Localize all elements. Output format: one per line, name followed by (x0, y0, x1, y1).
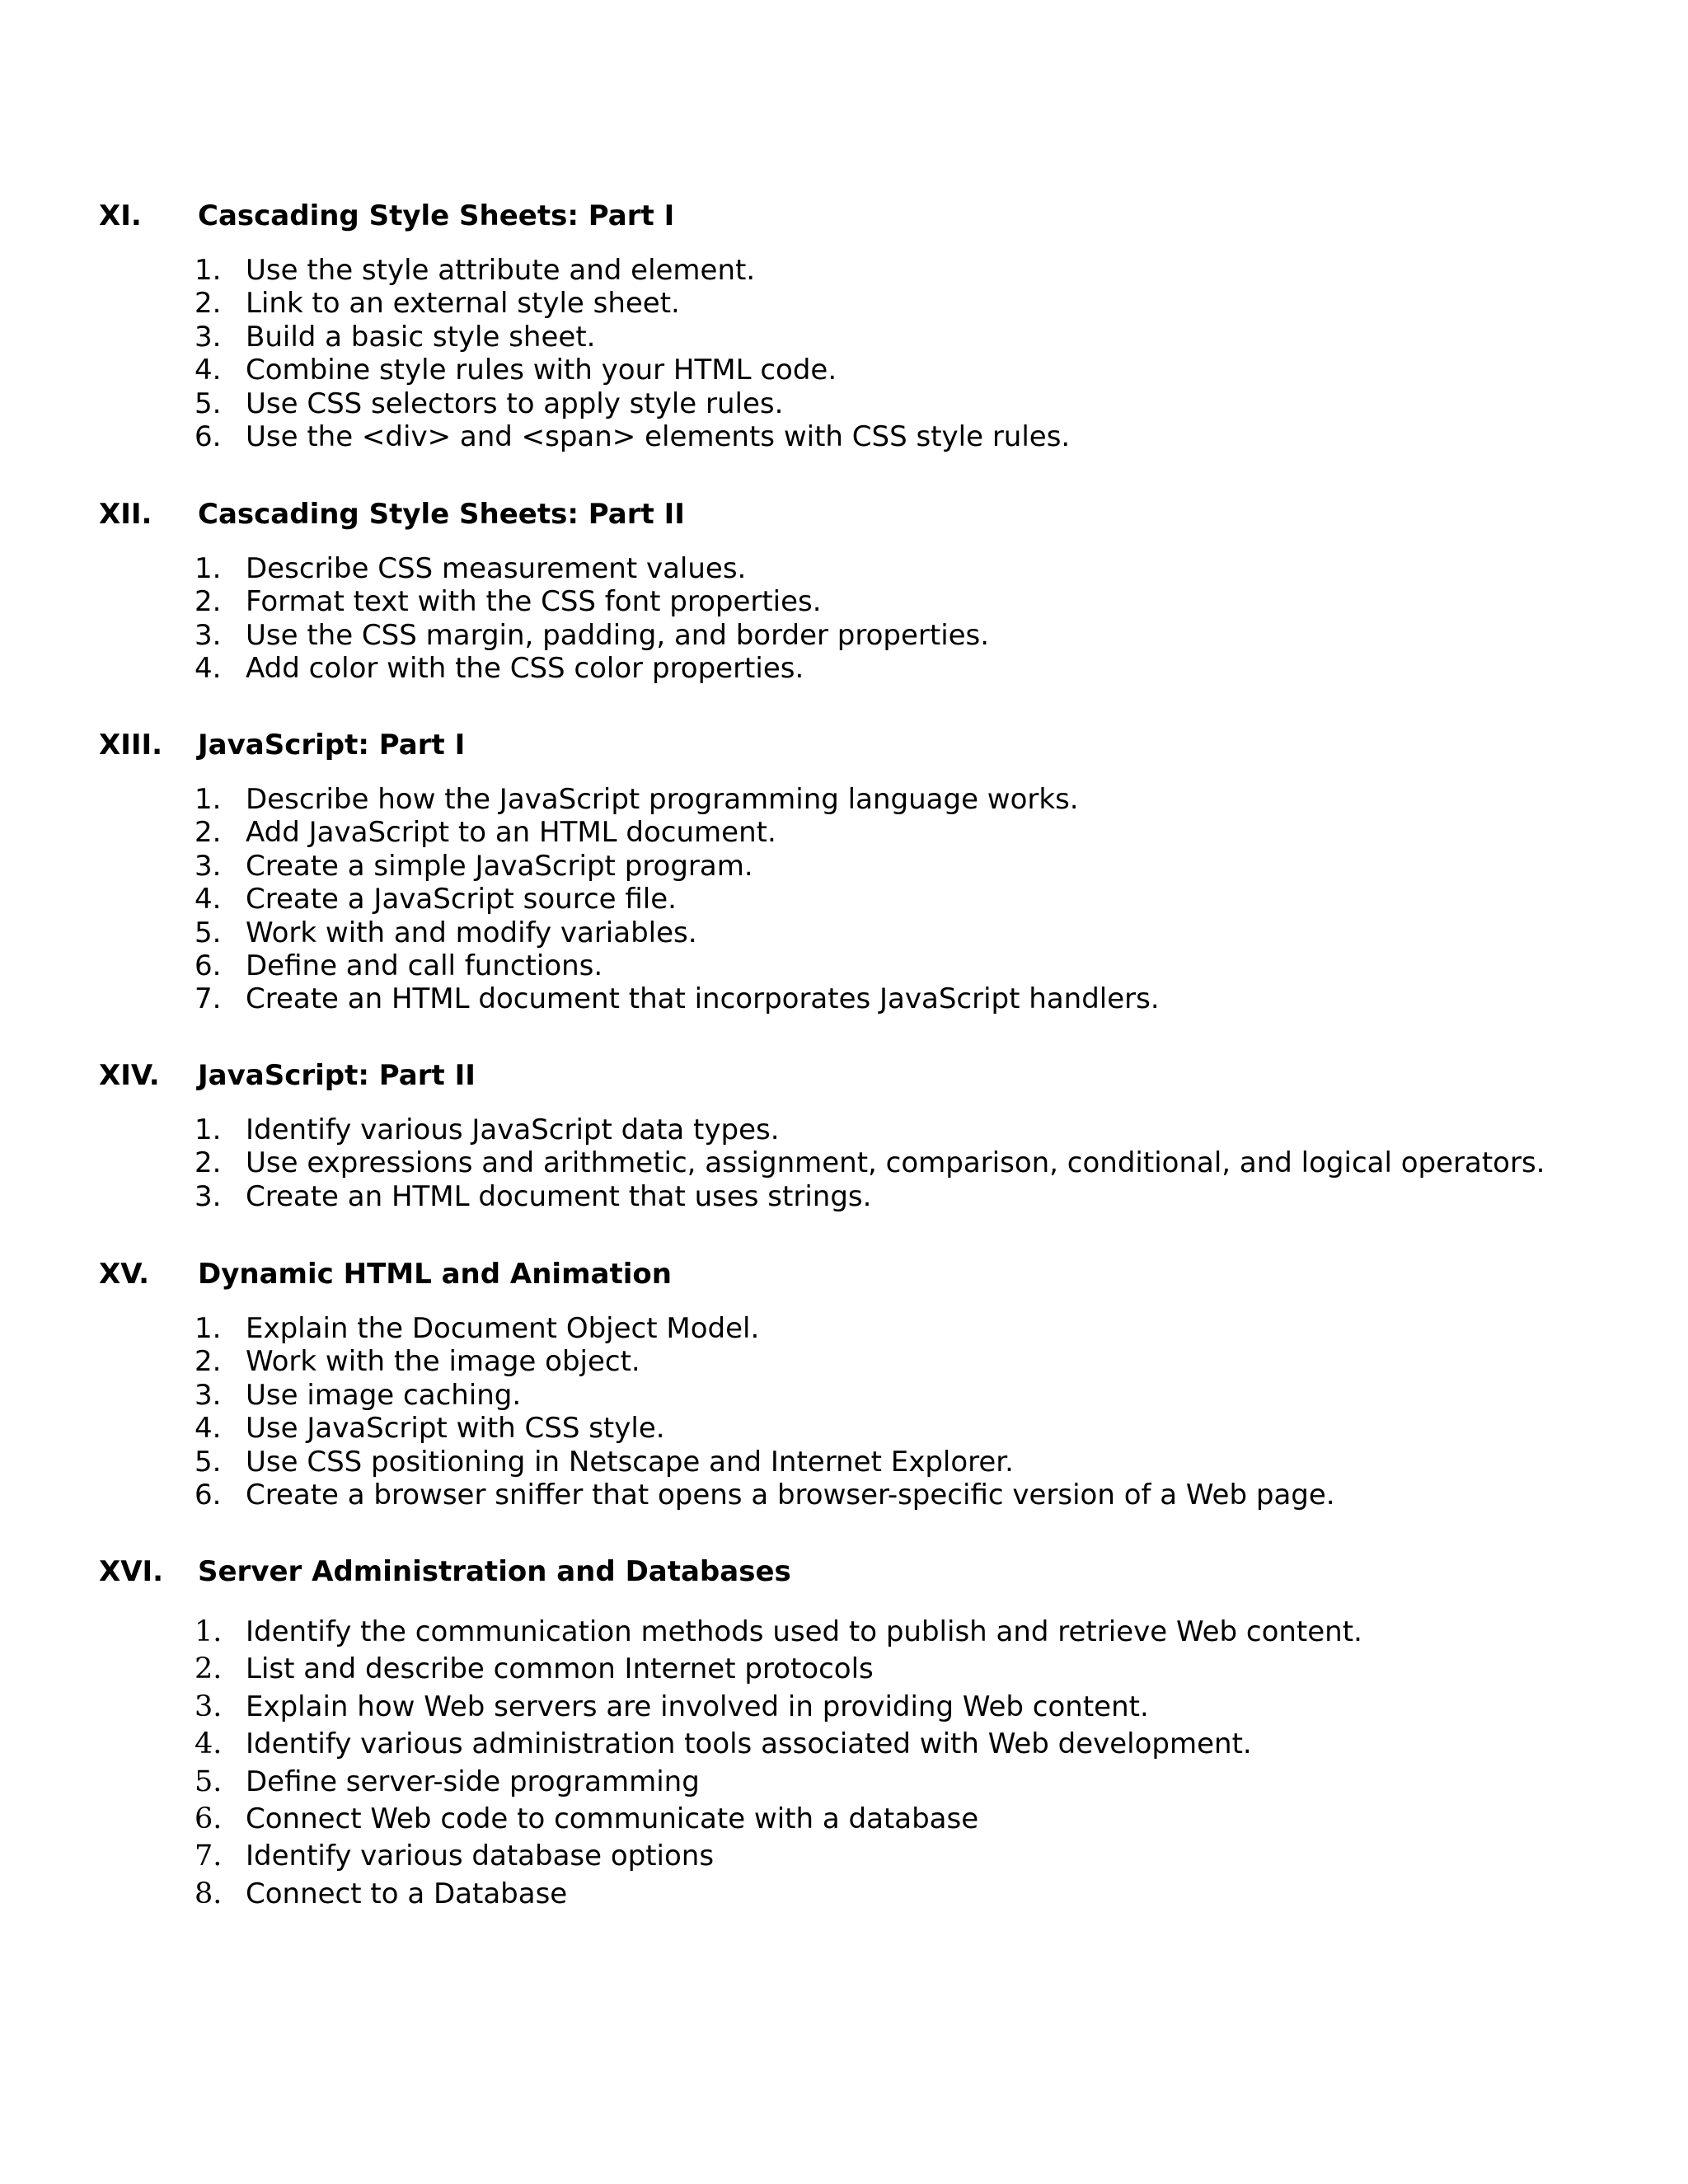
item-number: 1. (195, 1113, 222, 1146)
item-text: Create a browser sniffer that opens a browser-specific version of a Web page. (246, 1478, 1335, 1511)
item-text: Add color with the CSS color properties. (246, 652, 804, 686)
item-text: Use the <div> and <span> elements with CSS style rules. (246, 419, 1071, 453)
section-title: Server Administration and Databases (198, 1555, 791, 1588)
section-heading (0, 494, 1688, 535)
item-number: 4. (195, 652, 222, 686)
item-number: 6. (195, 949, 222, 982)
list-item (0, 783, 1688, 816)
item-number: 7. (195, 982, 222, 1016)
item-number: 4. (195, 1412, 222, 1446)
list-item (0, 883, 1688, 916)
list-item (0, 321, 1688, 354)
item-number: 5. (195, 916, 222, 949)
list-item (0, 1726, 1688, 1763)
list-item (0, 1113, 1688, 1146)
list-item (0, 254, 1688, 287)
item-text: Use CSS selectors to apply style rules. (246, 387, 784, 420)
list-item (0, 552, 1688, 585)
section-title: Cascading Style Sheets: Part I (198, 199, 675, 232)
list-item (0, 354, 1688, 387)
section-number: XVI. (99, 1555, 164, 1588)
section-heading (0, 195, 1688, 237)
item-text: Identify various database options (246, 1840, 715, 1873)
section-heading (0, 1254, 1688, 1295)
list-item (0, 1614, 1688, 1651)
item-number: 1. (195, 1615, 223, 1648)
item-number: 4. (195, 1727, 223, 1761)
item-text: Define server-side programming (246, 1765, 700, 1798)
item-number: 4. (195, 354, 222, 387)
item-text: Create an HTML document that uses strings. (246, 1179, 872, 1213)
item-text: Work with the image object. (246, 1345, 640, 1379)
item-text: Create a simple JavaScript program. (246, 849, 753, 883)
section-number: XII. (99, 498, 152, 531)
list-item (0, 619, 1688, 652)
section-heading (0, 1551, 1688, 1592)
item-text: Explain the Document Object Model. (246, 1312, 760, 1345)
objective-list (0, 1113, 1688, 1213)
item-text: Connect to a Database (246, 1877, 568, 1910)
list-item (0, 1345, 1688, 1378)
item-number: 7. (195, 1840, 223, 1873)
list-item (0, 1180, 1688, 1213)
item-text: Use CSS positioning in Netscape and Internet Explorer. (246, 1445, 1014, 1479)
list-item (0, 1479, 1688, 1511)
item-text: Connect Web code to communicate with a database (246, 1802, 979, 1835)
list-item (0, 1146, 1688, 1179)
item-text: Identify various administration tools associated with Web development. (246, 1727, 1252, 1761)
item-number: 2. (195, 287, 222, 321)
list-item (0, 1876, 1688, 1913)
objective-list (0, 1312, 1688, 1511)
item-text: Work with and modify variables. (246, 916, 697, 949)
list-item (0, 387, 1688, 420)
item-text: Add JavaScript to an HTML document. (246, 816, 776, 850)
item-number: 6. (195, 1802, 223, 1835)
section-title: Cascading Style Sheets: Part II (198, 498, 685, 531)
objective-list (0, 552, 1688, 686)
item-text: Explain how Web servers are involved in providing Web content. (246, 1690, 1149, 1723)
list-item (0, 1312, 1688, 1345)
item-number: 2. (195, 1345, 222, 1379)
list-item (0, 816, 1688, 849)
item-text: Combine style rules with your HTML code. (246, 354, 837, 387)
item-number: 3. (195, 618, 222, 652)
item-text: Use the style attribute and element. (246, 254, 756, 287)
item-number: 5. (195, 387, 222, 420)
item-number: 5. (195, 1765, 223, 1798)
item-text: Describe CSS measurement values. (246, 552, 747, 585)
item-number: 1. (195, 254, 222, 287)
item-number: 3. (195, 1690, 223, 1723)
item-text: Use image caching. (246, 1378, 522, 1412)
item-text: Use expressions and arithmetic, assignment, comparison, conditional, and logical operators. (246, 1146, 1545, 1180)
item-text: Define and call functions. (246, 949, 603, 982)
item-text: Use the CSS margin, padding, and border properties. (246, 618, 990, 652)
section-number: XIV. (99, 1059, 160, 1092)
list-item (0, 949, 1688, 982)
item-number: 2. (195, 1146, 222, 1180)
section-heading (0, 724, 1688, 766)
item-number: 6. (195, 1478, 222, 1511)
list-item (0, 1764, 1688, 1801)
item-number: 2. (195, 1652, 223, 1686)
list-item (0, 652, 1688, 685)
section-title: JavaScript: Part II (198, 1059, 476, 1092)
item-text: Build a basic style sheet. (246, 320, 596, 354)
item-number: 2. (195, 585, 222, 619)
objective-list (0, 1614, 1688, 1913)
section-heading (0, 1055, 1688, 1096)
list-item (0, 1689, 1688, 1726)
section-title: Dynamic HTML and Animation (198, 1258, 672, 1291)
list-item (0, 287, 1688, 320)
item-number: 3. (195, 849, 222, 883)
item-text: Format text with the CSS font properties. (246, 585, 822, 619)
list-item (0, 1412, 1688, 1445)
objective-list (0, 254, 1688, 453)
section-number: XV. (99, 1258, 150, 1291)
item-text: List and describe common Internet protocols (246, 1652, 874, 1686)
section-number: XIII. (99, 729, 163, 762)
item-number: 1. (195, 783, 222, 816)
item-number: 5. (195, 1445, 222, 1479)
list-item (0, 850, 1688, 883)
item-text: Identify the communication methods used to publish and retrieve Web content. (246, 1615, 1362, 1648)
list-item (0, 585, 1688, 618)
objective-list (0, 783, 1688, 1016)
list-item (0, 420, 1688, 453)
item-text: Identify various JavaScript data types. (246, 1113, 780, 1146)
item-number: 6. (195, 419, 222, 453)
section-number: XI. (99, 199, 142, 232)
list-item (0, 916, 1688, 949)
list-item (0, 1801, 1688, 1838)
item-number: 4. (195, 883, 222, 916)
list-item (0, 1446, 1688, 1479)
item-text: Create an HTML document that incorporates JavaScript handlers. (246, 982, 1160, 1016)
item-number: 3. (195, 1378, 222, 1412)
section-title: JavaScript: Part I (198, 729, 466, 762)
item-number: 1. (195, 1312, 222, 1345)
item-number: 1. (195, 552, 222, 585)
item-number: 2. (195, 816, 222, 850)
item-text: Use JavaScript with CSS style. (246, 1412, 665, 1446)
list-item (0, 982, 1688, 1015)
item-text: Describe how the JavaScript programming language works. (246, 783, 1079, 816)
item-text: Create a JavaScript source file. (246, 883, 677, 916)
item-number: 8. (195, 1877, 223, 1910)
item-number: 3. (195, 320, 222, 354)
list-item (0, 1651, 1688, 1688)
item-text: Link to an external style sheet. (246, 287, 680, 321)
list-item (0, 1838, 1688, 1875)
item-number: 3. (195, 1179, 222, 1213)
list-item (0, 1379, 1688, 1412)
